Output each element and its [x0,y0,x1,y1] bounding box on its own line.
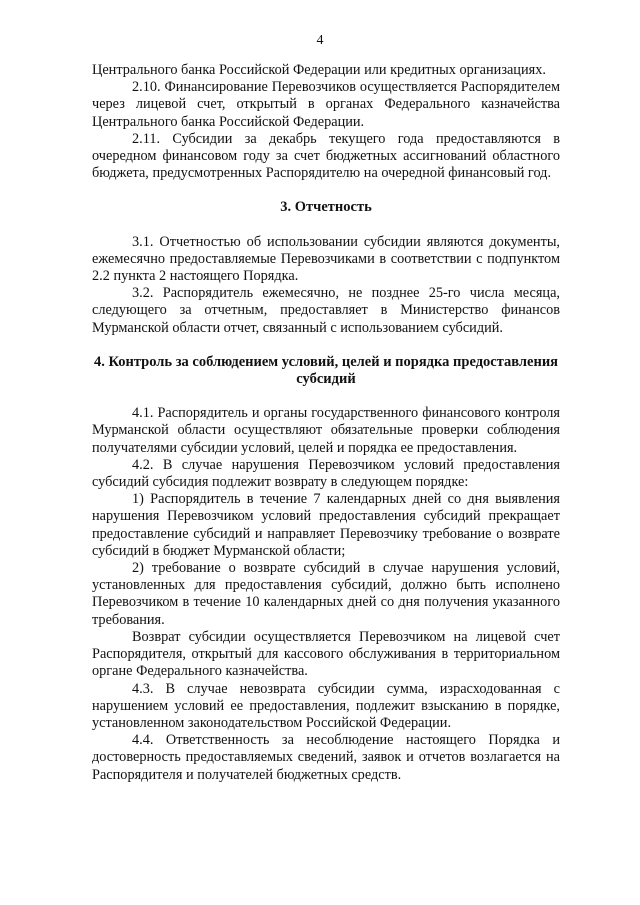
spacer [92,182,560,199]
section-4-title: 4. Контроль за соблюдением условий, целей и порядка предоставления субсидий [93,353,559,388]
paragraph-continuation: Центрального банка Российской Федерации или кредитных организациях. [92,62,546,78]
section-3-title: 3. Отчетность [280,199,372,216]
paragraph-4-1: 4.1. Распорядитель и органы государственного финансового контроля Мурманской области осуществляют обязательные проверки соблюдения получателями субсидии условий, целей и порядка ее предоставления. [92,405,560,456]
paragraph-4-4: 4.4. Ответственность за несоблюдение настоящего Порядка и достоверность предоставляемых сведений, заявок и отчетов возлагается на Распорядителя и получателей бюджетных средств. [92,732,560,783]
paragraph-2-11: 2.11. Субсидии за декабрь текущего года предоставляются в очередном финансовом году за счет бюджетных ассигнований областного бюджета, предусмотренных Распорядителю на очередной финансовый год. [92,130,560,182]
page-number: 4 [316,33,324,48]
paragraph-2-10: 2.10. Финансирование Перевозчиков осуществляется Распорядителем через лицевой счет, открытый в органах Федерального казначейства Центрального банка Российской Федерации. [92,79,560,130]
paragraph-4-2-item-2: 2) требование о возврате субсидий в случае нарушения условий, установленных для предоставления субсидий, должно быть исполнено Перевозчиком в течение 10 календарных дней со дня получения указанного требования. [92,560,560,628]
spacer [92,337,560,354]
paragraph-3-2: 3.2. Распорядитель ежемесячно, не позднее 25-го числа месяца, следующего за отчетным, предоставляет в Министерство финансов Мурманской области отчет, связанный с использованием субсидий. [92,285,560,336]
spacer [92,217,560,234]
paragraph-4-2-item-1: 1) Распорядитель в течение 7 календарных дней со дня выявления нарушения Перевозчиком условий предоставления субсидий прекращает предоставление субсидий и направляет Перевозчику требование о возврате субсидий в бюджет Мурманской области; [92,491,560,559]
document-body [92,62,560,784]
paragraph-3-1: 3.1. Отчетностью об использовании субсидии являются документы, ежемесячно предоставляемые Перевозчиками в соответствии с подпунктом 2.2 пункта 2 настоящего Порядка. [92,233,560,285]
paragraph-refund: Возврат субсидии осуществляется Перевозчиком на лицевой счет Распорядителя, открытый для кассового обслуживания в территориальном органе Федерального казначейства. [92,628,560,680]
spacer [92,388,560,405]
paragraph-4-3: 4.3. В случае невозврата субсидии сумма, израсходованная с нарушением условий ее предоставления, подлежит взысканию в порядке, установленном законодательством Российской Федерации. [92,680,560,731]
paragraph-4-2: 4.2. В случае нарушения Перевозчиком условий предоставления субсидий субсидия подлежит возврату в следующем порядке: [92,456,560,491]
